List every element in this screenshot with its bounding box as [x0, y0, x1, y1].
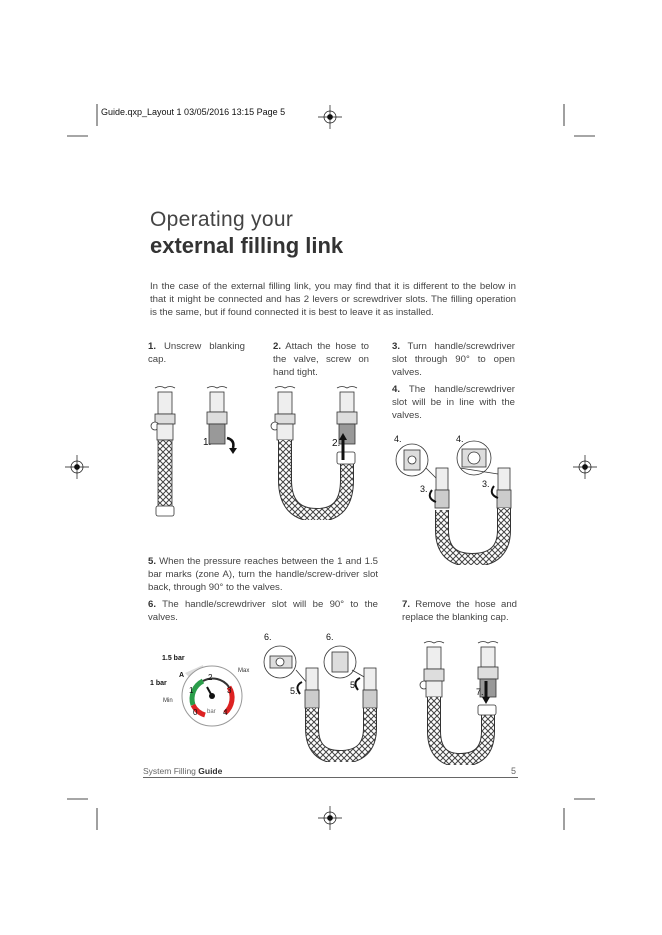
figure-label: 6.	[326, 632, 334, 642]
figure-unscrew-cap	[145, 380, 245, 520]
figure-label: 5.	[350, 680, 358, 690]
figure-close-valves	[260, 632, 385, 762]
gauge-tick-1: 1	[189, 686, 194, 695]
figure-label: 5.	[290, 686, 298, 696]
step-3: 3. Turn handle/screwdriver slot through 90° to open valves.	[392, 341, 515, 379]
page-title-line2: external filling link	[150, 233, 344, 258]
print-slug: Guide.qxp_Layout 1 03/05/2016 13:15 Page 5	[101, 107, 286, 117]
figure-attach-hose	[265, 380, 375, 520]
step-7: 7. Remove the hose and replace the blanking cap.	[402, 599, 517, 624]
footer-rule	[143, 777, 518, 778]
gauge-tick-0: 0	[193, 708, 198, 717]
figure-remove-hose	[410, 635, 510, 765]
gauge-zone: A	[179, 672, 185, 679]
gauge-max: Max	[238, 668, 250, 674]
footer-title: System Filling Guide	[143, 766, 223, 776]
page-title-line1: Operating your	[150, 208, 294, 231]
figure-label: 4.	[456, 434, 464, 444]
figure-label: 1.	[203, 437, 212, 448]
page-number: 5	[511, 766, 517, 776]
gauge-tick-3: 3	[227, 686, 232, 695]
figure-label: 7.	[476, 687, 484, 697]
step-4: 4. The handle/screwdriver slot will be in line with the valves.	[392, 384, 515, 422]
gauge-unit: bar	[207, 709, 216, 715]
step-2: 2. Attach the hose to the valve, screw on hand tight.	[273, 341, 369, 379]
figure-label: 3.	[482, 479, 490, 489]
step-1: 1. Unscrew blanking cap.	[148, 341, 245, 366]
gauge-label-15: 1.5 bar	[162, 655, 185, 662]
intro-paragraph: In the case of the external filling link, you may find that it is different to the below in that it might be connected and has 2 levers or screwdriver slots. The filling operation is the same, but if found connected it is best to leave it as installed.	[150, 281, 516, 319]
figure-label: 3.	[420, 484, 428, 494]
gauge-tick-2: 2	[208, 673, 213, 682]
figure-label: 6.	[264, 632, 272, 642]
figure-turn-valves	[390, 430, 520, 565]
figure-label: 4.	[394, 434, 402, 444]
step-5: 5. When the pressure reaches between the 1 and 1.5 bar marks (zone A), turn the handle/screw-driver slot back, through 90° to the valves.	[148, 556, 378, 594]
pressure-gauge-figure	[145, 645, 265, 745]
gauge-tick-4: 4	[223, 708, 228, 717]
step-6: 6. The handle/screwdriver slot will be 90° to the valves.	[148, 599, 378, 624]
gauge-label-1: 1 bar	[150, 680, 167, 687]
gauge-min: Min	[163, 698, 173, 704]
figure-label: 2.	[332, 438, 341, 449]
